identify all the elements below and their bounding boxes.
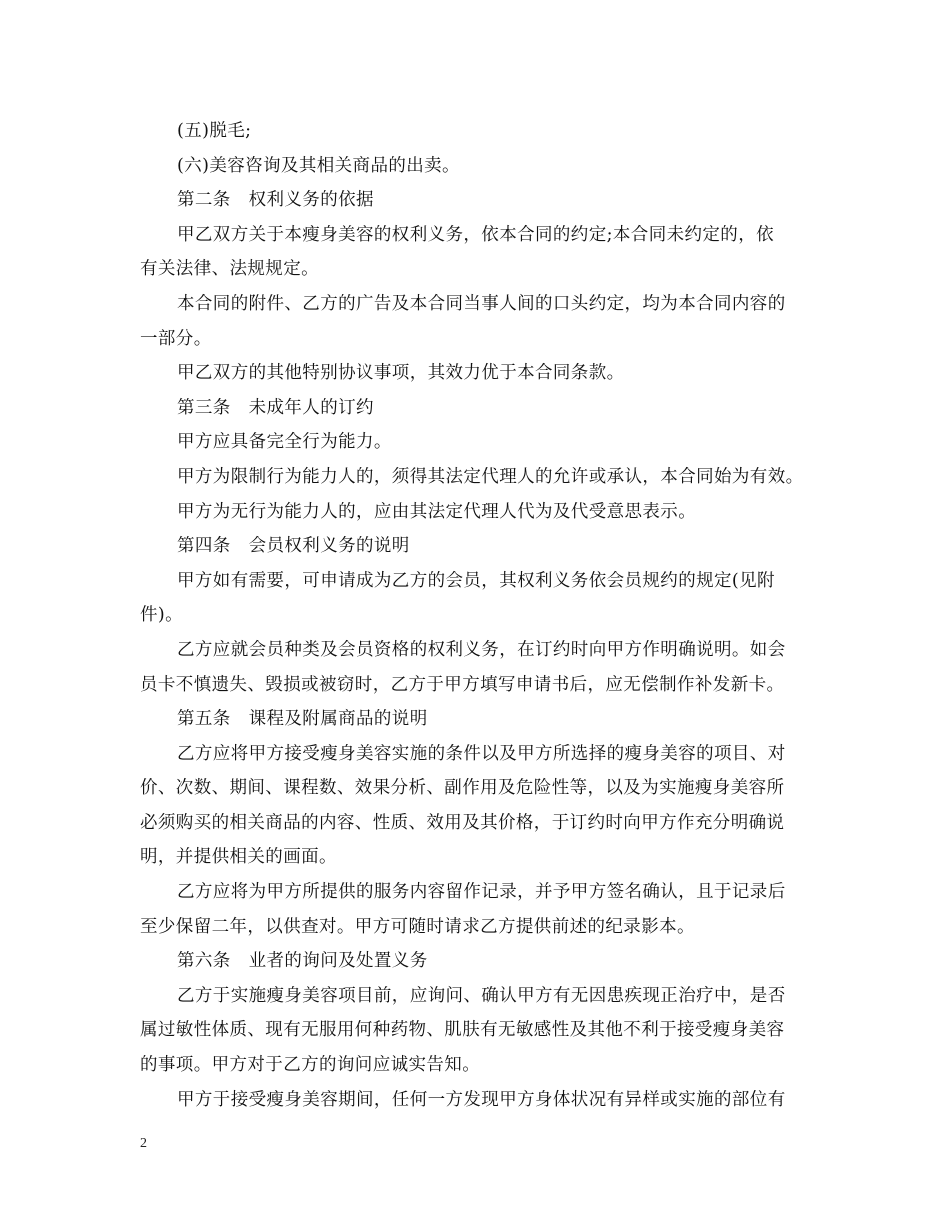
text-line: 甲方如有需要，可申请成为乙方的会员，其权利义务依会员规约的规定(见附: [177, 570, 775, 591]
text-line: 必须购买的相关商品的内容、性质、效用及其价格，于订约时向甲方作充分明确说: [140, 812, 785, 833]
text-line: 甲乙双方的其他特别协议事项，其效力优于本合同条款。: [177, 363, 625, 384]
text-line: 甲方为限制行为能力人的，须得其法定代理人的允许或承认，本合同始为有效。: [177, 466, 804, 487]
article-5-paragraph-1: [140, 737, 820, 875]
text-line: 有关法律、法规规定。: [140, 259, 319, 280]
article-6-paragraph-2: [140, 1083, 820, 1118]
article-6-paragraph-1: [140, 979, 820, 1083]
article-2-heading: 第二条 权利义务的依据: [177, 190, 374, 211]
article-2-paragraph-2: [140, 287, 820, 356]
document-body: [140, 114, 820, 1117]
text-line: 甲方于接受瘦身美容期间，任何一方发现甲方身体状况有异样或实施的部位有: [177, 1089, 786, 1110]
text-line: 员卡不慎遗失、毁损或被窃时，乙方于甲方填写申请书后，应无偿制作补发新卡。: [140, 674, 785, 695]
text-line: 件)。: [140, 605, 184, 626]
text-line: 乙方应将为甲方所提供的服务内容留作记录，并予甲方签名确认，且于记录后: [177, 882, 786, 903]
text-line: 甲方为无行为能力人的，应由其法定代理人代为及代受意思表示。: [177, 501, 697, 522]
text-line: 乙方应将甲方接受瘦身美容实施的条件以及甲方所选择的瘦身美容的项目、对: [177, 743, 786, 764]
text-line: 乙方应就会员种类及会员资格的权利义务，在订约时向甲方作明确说明。如会: [177, 639, 786, 660]
article-2-paragraph-1: [140, 218, 820, 287]
text-line: 一部分。: [140, 328, 212, 349]
text-line: 甲方应具备完全行为能力。: [177, 432, 392, 453]
article-3-paragraph-3: [140, 495, 820, 530]
article-4-paragraph-2: [140, 633, 820, 702]
list-item-beauty-consulting: (六)美容咨询及其相关商品的出卖。: [177, 155, 460, 176]
article-2-paragraph-3: [140, 356, 820, 391]
article-5-paragraph-2: [140, 875, 820, 944]
text-line: 甲乙双方关于本瘦身美容的权利义务，依本合同的约定;本合同未约定的，依: [177, 224, 774, 245]
text-line: 本合同的附件、乙方的广告及本合同当事人间的口头约定，均为本合同内容的: [177, 293, 786, 314]
page-number: 2: [140, 1136, 147, 1151]
text-line: 至少保留二年，以供查对。甲方可随时请求乙方提供前述的纪录影本。: [140, 916, 695, 937]
article-4-heading: 第四条 会员权利义务的说明: [177, 536, 410, 557]
text-line: 价、次数、期间、课程数、效果分析、副作用及危险性等，以及为实施瘦身美容所: [140, 778, 785, 799]
text-line: 明，并提供相关的画面。: [140, 847, 337, 868]
text-line: 乙方于实施瘦身美容项目前，应询问、确认甲方有无因患疾现正治疗中，是否: [177, 985, 786, 1006]
article-4-paragraph-1: [140, 564, 820, 633]
article-3-paragraph-2: [140, 460, 820, 495]
text-line: 的事项。甲方对于乙方的询问应诚实告知。: [140, 1055, 481, 1076]
article-5-heading: 第五条 课程及附属商品的说明: [177, 709, 428, 730]
article-6-heading: 第六条 业者的询问及处置义务: [177, 951, 428, 972]
list-item-hair-removal: (五)脱毛;: [177, 121, 252, 141]
article-3-heading: 第三条 未成年人的订约: [177, 397, 374, 418]
text-line: 属过敏性体质、现有无服用何种药物、肌肤有无敏感性及其他不利于接受瘦身美容: [140, 1020, 785, 1041]
article-3-paragraph-1: [140, 425, 820, 460]
